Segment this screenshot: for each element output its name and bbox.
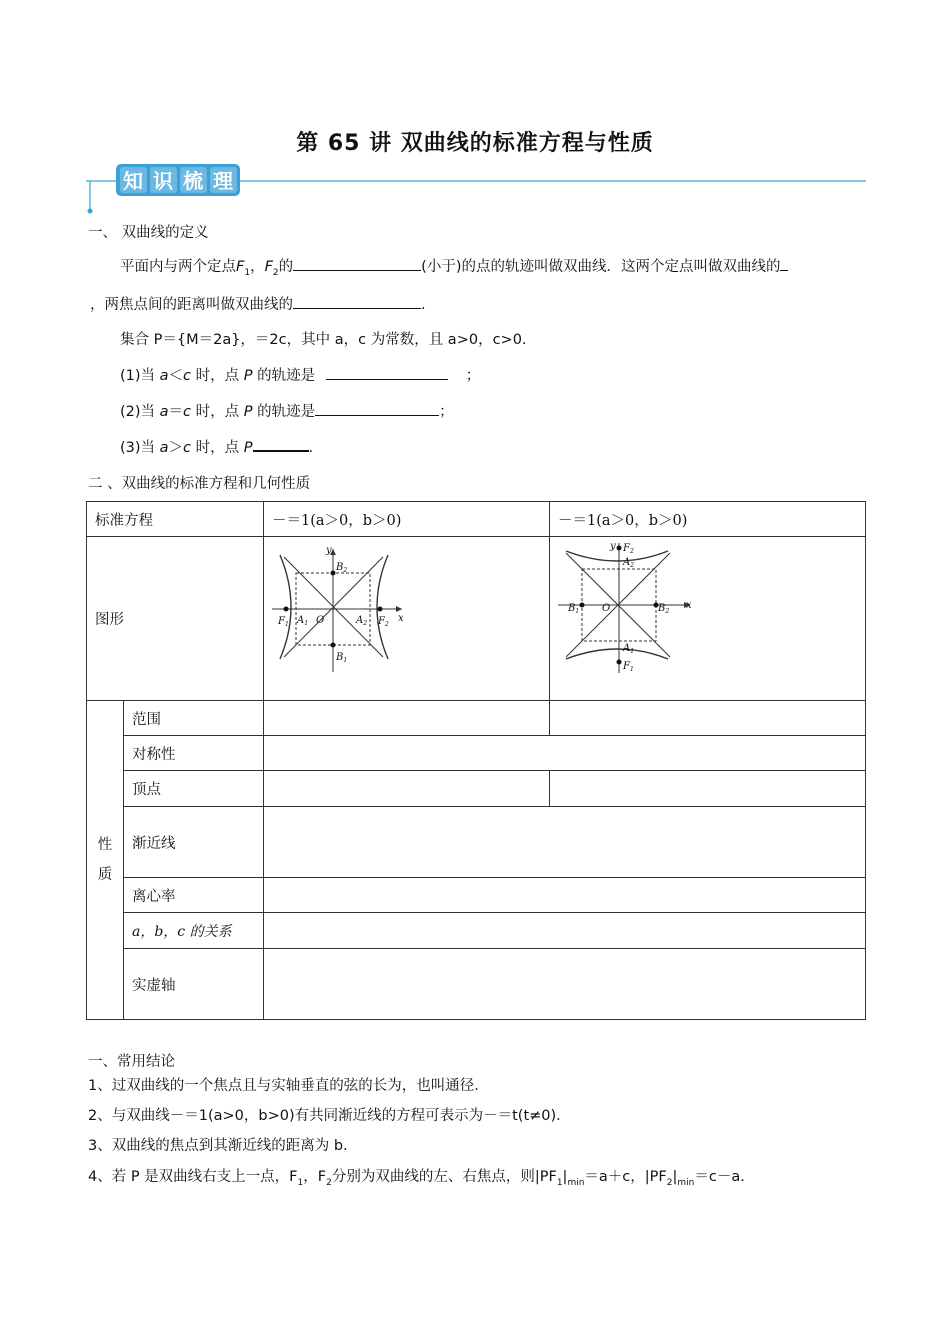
text: 平面内与两个定点 bbox=[120, 259, 236, 275]
table-row bbox=[87, 771, 866, 807]
row-label: 对称性 bbox=[124, 736, 264, 771]
answer-cell bbox=[550, 771, 866, 807]
label-sub: 2 bbox=[384, 621, 389, 628]
equation-vertical: －＝1(a＞0，b＞0) bbox=[550, 502, 866, 537]
text: ，F bbox=[303, 1169, 327, 1185]
text: 分别为双曲线的左、右焦点，则|PF bbox=[331, 1169, 557, 1185]
group-label: 性 bbox=[97, 837, 113, 853]
upper-branch bbox=[566, 551, 668, 561]
fill-blank bbox=[780, 256, 788, 271]
label-A2 bbox=[622, 557, 634, 569]
banner-dot bbox=[88, 209, 93, 214]
answer-cell bbox=[264, 807, 866, 878]
conclusion-1: 1、过双曲线的一个焦点且与实轴垂直的弦的长为，也叫通径． bbox=[88, 1078, 489, 1094]
vertex-point bbox=[331, 643, 336, 648]
text: ＜ bbox=[168, 368, 184, 384]
label: B bbox=[568, 603, 576, 614]
text: . bbox=[308, 440, 314, 456]
row-label: 标准方程 bbox=[87, 502, 264, 537]
text: | bbox=[562, 1169, 568, 1185]
label: B bbox=[336, 652, 344, 663]
focus-point bbox=[378, 607, 383, 612]
text: c bbox=[183, 368, 192, 384]
subscript: min bbox=[567, 1177, 585, 1188]
text: ＝c－a. bbox=[694, 1169, 745, 1185]
conclusion-4 bbox=[88, 1165, 745, 1188]
set-definition: 集合 P＝{M＝2a}，＝2c，其中 a，c 为常数，且 a>0，c>0. bbox=[120, 332, 527, 348]
text: F bbox=[264, 259, 273, 275]
text: ＞ bbox=[168, 440, 184, 456]
case-item-1 bbox=[120, 364, 480, 385]
table-row bbox=[87, 913, 866, 949]
text: (2)当 bbox=[120, 404, 160, 420]
text: a bbox=[159, 404, 169, 420]
row-label: 离心率 bbox=[124, 878, 264, 913]
text: . bbox=[421, 297, 426, 313]
answer-cell bbox=[264, 949, 866, 1020]
label-sub: 2 bbox=[630, 562, 635, 569]
fill-blank bbox=[326, 365, 448, 380]
text: a bbox=[159, 440, 169, 456]
label-B1 bbox=[335, 652, 347, 664]
conclusion-3: 3、双曲线的焦点到其渐近线的距离为 b. bbox=[88, 1138, 348, 1154]
text: P bbox=[243, 440, 253, 456]
properties-table bbox=[86, 501, 866, 1020]
case-item-2 bbox=[120, 400, 454, 421]
focus-point bbox=[617, 546, 622, 551]
conclusion-2: 2、与双曲线－＝1(a>0，b>0)有共同渐近线的方程可表示为－＝t(t≠0)． bbox=[88, 1108, 571, 1124]
text: ， bbox=[250, 259, 265, 275]
row-label: 范围 bbox=[124, 701, 264, 736]
text: ，两焦点间的距离叫做双曲线的 bbox=[90, 297, 293, 313]
subscript: 1 bbox=[244, 267, 251, 278]
page-title: 第 65 讲 双曲线的标准方程与性质 bbox=[296, 131, 654, 156]
group-label-cell bbox=[87, 701, 124, 1020]
lower-branch bbox=[566, 649, 668, 659]
fill-blank bbox=[253, 436, 309, 452]
answer-cell bbox=[264, 701, 550, 736]
label-sub: 1 bbox=[343, 657, 348, 664]
fill-blank bbox=[293, 294, 421, 309]
figure-cell-horizontal bbox=[264, 537, 550, 701]
label-F2 bbox=[377, 616, 389, 628]
text: F bbox=[236, 259, 245, 275]
axis-label-y: y bbox=[326, 545, 332, 556]
text: 的 bbox=[278, 259, 294, 275]
banner-char: 识 bbox=[153, 169, 173, 193]
answer-cell bbox=[264, 878, 866, 913]
label-sub: 1 bbox=[284, 621, 289, 628]
answer-cell bbox=[264, 913, 866, 949]
label-sub: 1 bbox=[575, 608, 580, 615]
text: ； bbox=[465, 368, 481, 384]
label-B2 bbox=[335, 562, 347, 574]
label-sub: 1 bbox=[630, 648, 635, 655]
section1-heading: 一、 双曲线的定义 bbox=[88, 225, 209, 241]
definition-line-1 bbox=[120, 255, 788, 278]
origin-label: O bbox=[316, 615, 325, 626]
label-A1 bbox=[296, 615, 308, 627]
label-F1 bbox=[622, 661, 634, 673]
group-label: 质 bbox=[97, 867, 113, 883]
banner-char: 梳 bbox=[183, 169, 203, 193]
text: c bbox=[183, 404, 192, 420]
label: A bbox=[623, 557, 631, 568]
focus-point bbox=[617, 660, 622, 665]
label: F bbox=[623, 661, 630, 672]
label: B bbox=[658, 603, 666, 614]
label: F bbox=[378, 616, 385, 627]
banner-char: 理 bbox=[213, 169, 233, 193]
answer-cell bbox=[264, 771, 550, 807]
x-arrow bbox=[396, 606, 402, 612]
label-F1 bbox=[277, 616, 289, 628]
focus-point bbox=[284, 607, 289, 612]
label-A1 bbox=[622, 643, 634, 655]
figure-cell-vertical bbox=[550, 537, 866, 701]
knowledge-banner bbox=[86, 158, 866, 214]
text: 4、若 P 是双曲线右支上一点，F bbox=[88, 1169, 298, 1185]
text: ＝a＋c，|PF bbox=[584, 1169, 667, 1185]
banner-char: 知 bbox=[123, 169, 143, 193]
subscript: 2 bbox=[666, 1177, 673, 1188]
text: 的轨迹是 bbox=[252, 368, 320, 384]
label-F2 bbox=[622, 543, 634, 555]
label: A bbox=[623, 643, 631, 654]
label-A2 bbox=[355, 615, 367, 627]
table-row bbox=[87, 807, 866, 878]
table-row bbox=[87, 878, 866, 913]
text: 时，点 bbox=[191, 440, 244, 456]
text: a bbox=[159, 368, 169, 384]
axis-label-x: x bbox=[398, 613, 404, 624]
row-label: 顶点 bbox=[124, 771, 264, 807]
text: 的轨迹是 bbox=[252, 404, 316, 420]
label-sub: 2 bbox=[629, 548, 634, 555]
label: A bbox=[356, 615, 364, 626]
text: P bbox=[243, 404, 253, 420]
answer-cell bbox=[264, 736, 866, 771]
fill-blank bbox=[293, 256, 421, 271]
table-row bbox=[87, 736, 866, 771]
vertex-point bbox=[331, 571, 336, 576]
subscript: 2 bbox=[326, 1177, 332, 1188]
section2-heading: 二 、双曲线的标准方程和几何性质 bbox=[88, 476, 311, 492]
text: (3)当 bbox=[120, 440, 160, 456]
row-label: 渐近线 bbox=[124, 807, 264, 878]
subscript: 1 bbox=[556, 1177, 563, 1188]
banner-graphic bbox=[86, 158, 866, 214]
table-row bbox=[87, 701, 866, 736]
row-label: 图形 bbox=[87, 537, 264, 701]
label-sub: 2 bbox=[665, 608, 670, 615]
text: | bbox=[672, 1169, 678, 1185]
section3-heading: 一、常用结论 bbox=[88, 1054, 175, 1070]
origin-label: O bbox=[602, 603, 611, 614]
label: F bbox=[278, 616, 285, 627]
text: c bbox=[183, 440, 192, 456]
row-label: a，b，c 的关系 bbox=[124, 913, 264, 949]
axis-label-y: y bbox=[610, 541, 616, 552]
label: F bbox=[623, 543, 630, 554]
table-row bbox=[87, 949, 866, 1020]
subscript: min bbox=[677, 1177, 695, 1188]
label-sub: 2 bbox=[343, 567, 348, 574]
text: (小于)的点的轨迹叫做双曲线．这两个定点叫做双曲线的 bbox=[421, 259, 781, 275]
axis-label-x: x bbox=[686, 600, 692, 611]
definition-line-2 bbox=[90, 293, 426, 314]
table-row bbox=[87, 537, 866, 701]
text: P bbox=[243, 368, 253, 384]
label-sub: 2 bbox=[363, 620, 368, 627]
vertex-point bbox=[580, 603, 585, 608]
table-row bbox=[87, 502, 866, 537]
text: 时，点 bbox=[191, 368, 244, 384]
text: ＝ bbox=[168, 404, 184, 420]
equation-horizontal: －＝1(a＞0，b＞0) bbox=[264, 502, 550, 537]
hyperbola-horizontal-figure bbox=[264, 537, 550, 700]
label-sub: 1 bbox=[304, 620, 309, 627]
row-label: 实虚轴 bbox=[124, 949, 264, 1020]
text: 时，点 bbox=[191, 404, 244, 420]
subscript: 2 bbox=[272, 267, 279, 278]
label: B bbox=[336, 562, 344, 573]
label-sub: 1 bbox=[629, 666, 634, 673]
hyperbola-vertical-figure bbox=[550, 537, 866, 700]
fill-blank bbox=[315, 401, 439, 416]
text: (1)当 bbox=[120, 368, 160, 384]
text: ； bbox=[439, 404, 454, 420]
answer-cell bbox=[550, 701, 866, 736]
subscript: 1 bbox=[297, 1177, 304, 1188]
case-item-3 bbox=[120, 436, 313, 457]
label: A bbox=[297, 615, 305, 626]
